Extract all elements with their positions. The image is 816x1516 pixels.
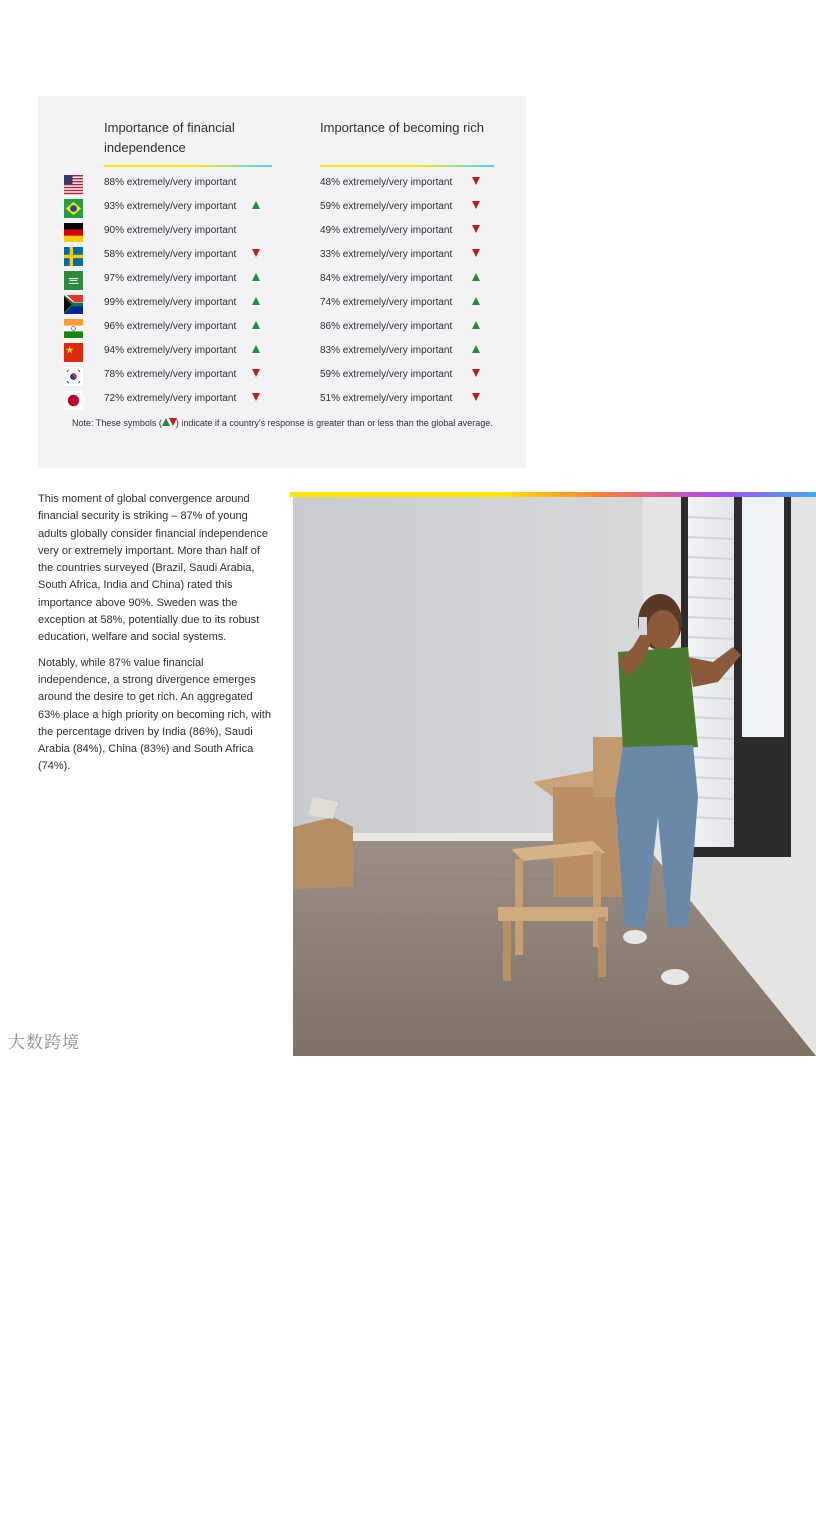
- sweden-flag-icon: [64, 247, 83, 266]
- arrow-down-icon: [472, 249, 480, 257]
- footer-prefix: The first global generation:: [478, 1506, 580, 1516]
- header-underline: [320, 165, 494, 167]
- footer-separator: |: [761, 1506, 764, 1516]
- rich-value: 74% extremely/very important: [320, 297, 453, 308]
- independence-value: 90% extremely/very important: [104, 225, 237, 236]
- arrow-down-icon: [472, 369, 480, 377]
- paragraph: Notably, while 87% value financial independence, a strong divergence emerges around the desire to get rich. An aggregated 63% place a high priority on becoming rich, with the percentage driven by India (86%), Saudi Arabia (84%), China (83%) and South Africa (74%).: [38, 656, 271, 773]
- header-underline: [104, 165, 272, 167]
- page-footer: [478, 1506, 778, 1516]
- independence-value: 93% extremely/very important: [104, 201, 237, 212]
- independence-value: 97% extremely/very important: [104, 273, 237, 284]
- us-flag-icon: [64, 175, 83, 194]
- arrow-up-icon: [252, 321, 260, 329]
- financial-independence-header: Importance of financial independence: [104, 120, 235, 155]
- arrow-down-icon: [252, 249, 260, 257]
- survey-table-panel: [38, 96, 526, 468]
- arrow-down-icon: [472, 225, 480, 233]
- table-row: [38, 196, 526, 220]
- page-number: 27: [768, 1506, 778, 1516]
- body-text: [38, 491, 274, 784]
- independence-value: 88% extremely/very important: [104, 177, 237, 188]
- india-flag-icon: [64, 319, 83, 338]
- table-row: [38, 268, 526, 292]
- arrow-up-icon: [252, 345, 260, 353]
- table-row: [38, 220, 526, 244]
- independence-value: 58% extremely/very important: [104, 249, 237, 260]
- rich-value: 59% extremely/very important: [320, 201, 453, 212]
- germany-flag-icon: [64, 223, 83, 242]
- rich-value: 86% extremely/very important: [320, 321, 453, 332]
- independence-value: 78% extremely/very important: [104, 369, 237, 380]
- rich-value: 84% extremely/very important: [320, 273, 453, 284]
- arrow-up-icon: [252, 273, 260, 281]
- arrow-up-icon: [252, 201, 260, 209]
- table-note: Note: These symbols ( ) indicate if a country's response is greater than or less than the global average.: [72, 418, 493, 428]
- independence-value: 96% extremely/very important: [104, 321, 237, 332]
- arrow-up-icon: [472, 345, 480, 353]
- rich-value: 33% extremely/very important: [320, 249, 453, 260]
- table-row: [38, 340, 526, 364]
- arrow-up-icon: [472, 297, 480, 305]
- table-row: [38, 364, 526, 388]
- south-africa-flag-icon: [64, 295, 83, 314]
- table-row: [38, 316, 526, 340]
- footer-title: adulthood reimagined for a changing world: [581, 1506, 757, 1516]
- arrow-up-icon: [472, 321, 480, 329]
- table-row: [38, 388, 526, 412]
- rich-value: 51% extremely/very important: [320, 393, 453, 404]
- rich-value: 48% extremely/very important: [320, 177, 453, 188]
- arrow-up-icon: [252, 297, 260, 305]
- south-korea-flag-icon: [64, 367, 83, 386]
- arrow-down-icon: [472, 201, 480, 209]
- watermark: 大数跨境: [8, 1033, 80, 1052]
- photo-woman-on-phone: [293, 497, 816, 1516]
- independence-value: 99% extremely/very important: [104, 297, 237, 308]
- paragraph: This moment of global convergence around financial security is striking – 87% of young adults globally consider financial independence very or extremely important. More than half of the countries surveyed (Brazil, Saudi Arabia, South Africa, India and China) rated this importance above 90%. Sweden was the exception at 58%, potentially due to its robust education, welfare and social systems.: [38, 493, 268, 644]
- table-row: [38, 244, 526, 268]
- arrow-down-icon: [472, 177, 480, 185]
- rich-value: 83% extremely/very important: [320, 345, 453, 356]
- brazil-flag-icon: [64, 199, 83, 218]
- rich-value: 59% extremely/very important: [320, 369, 453, 380]
- china-flag-icon: [64, 343, 83, 362]
- arrow-down-icon: [252, 393, 260, 401]
- independence-value: 94% extremely/very important: [104, 345, 237, 356]
- arrow-up-icon: [472, 273, 480, 281]
- up-down-symbol-icon: [162, 417, 176, 427]
- table-row: [38, 292, 526, 316]
- saudi-arabia-flag-icon: [64, 271, 83, 290]
- independence-value: 72% extremely/very important: [104, 393, 237, 404]
- japan-flag-icon: [64, 391, 83, 410]
- rich-value: 49% extremely/very important: [320, 225, 453, 236]
- arrow-down-icon: [252, 369, 260, 377]
- arrow-down-icon: [472, 393, 480, 401]
- becoming-rich-header: Importance of becoming rich: [320, 120, 485, 135]
- table-row: [38, 172, 526, 196]
